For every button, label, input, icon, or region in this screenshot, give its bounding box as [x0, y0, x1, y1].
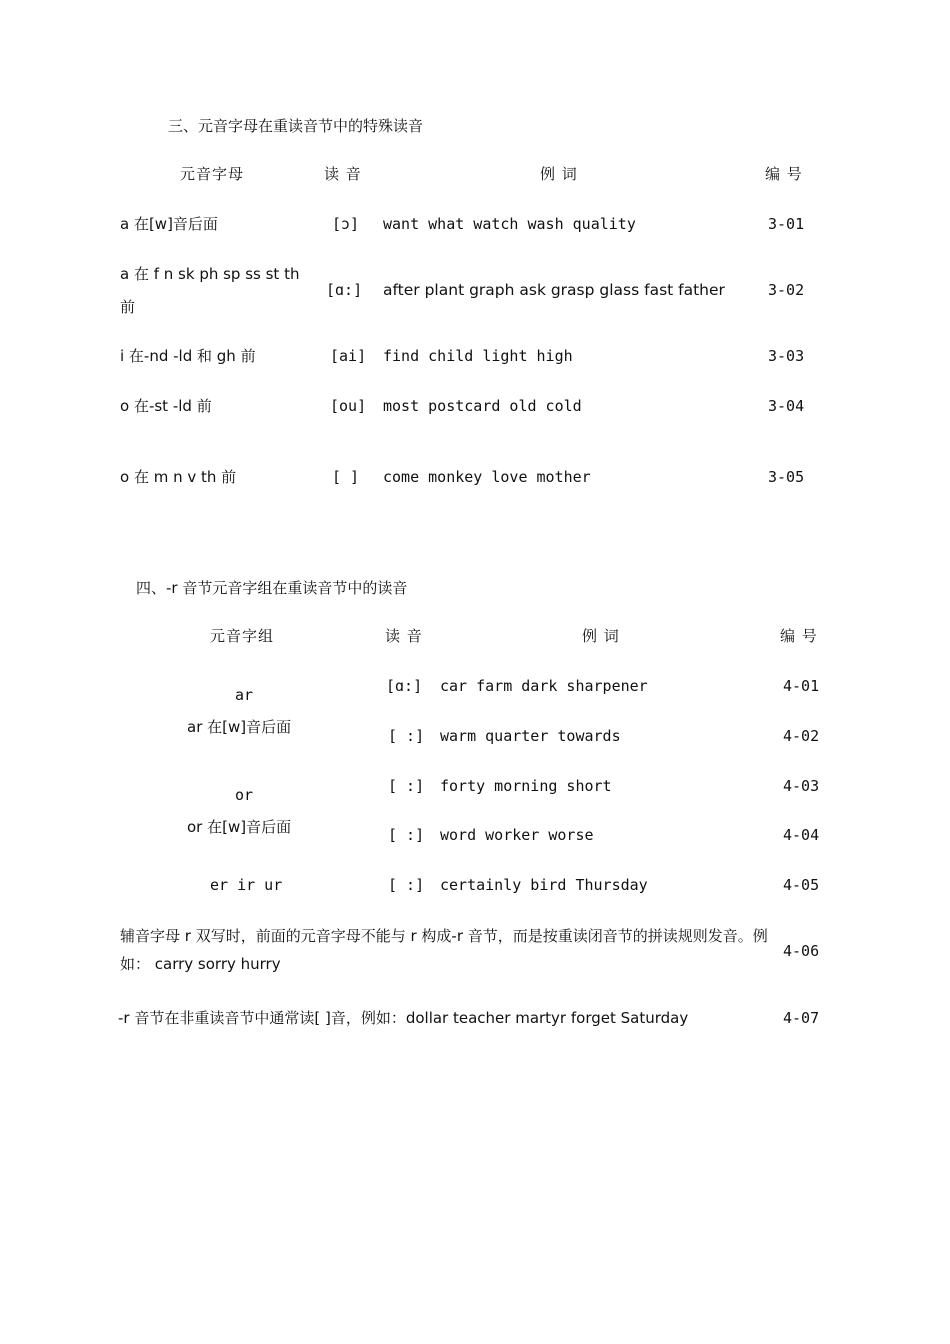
- sound-4-05: [ :]: [388, 876, 425, 894]
- code-4-02: 4-02: [783, 727, 820, 745]
- examples-4-02: warm quarter towards: [440, 727, 621, 745]
- sound-3-01: [ɔ]: [332, 215, 360, 233]
- group-er-ir-ur: er ir ur: [210, 876, 283, 894]
- section3-header-sound: 读 音: [324, 165, 362, 183]
- examples-4-04: word worker worse: [440, 826, 594, 844]
- group-or-w: or 在[w]音后面: [187, 818, 292, 836]
- examples-3-01: want what watch wash quality: [383, 215, 636, 233]
- section3-header-code: 编 号: [765, 165, 803, 183]
- section3-header-examples: 例 词: [540, 165, 578, 183]
- section3-header-letter: 元音字母: [180, 165, 245, 183]
- section3-title: 三、元音字母在重读音节中的特殊读音: [168, 117, 424, 135]
- rule-3-05: o 在 m n v th 前: [120, 468, 237, 486]
- sound-3-03: [ai]: [330, 347, 367, 365]
- code-4-01: 4-01: [783, 677, 820, 695]
- code-4-03: 4-03: [783, 777, 820, 795]
- examples-3-02: after plant graph ask grasp glass fast father: [383, 281, 725, 299]
- sound-4-02: [ :]: [388, 727, 425, 745]
- examples-4-05: certainly bird Thursday: [440, 876, 648, 894]
- sound-3-02: [ɑ:]: [326, 281, 363, 299]
- examples-4-01: car farm dark sharpener: [440, 677, 648, 695]
- section4-title: 四、-r 音节元音字组在重读音节中的读音: [136, 579, 408, 597]
- group-ar: ar: [235, 686, 254, 704]
- code-4-06: 4-06: [783, 942, 820, 960]
- section4-header-sound: 读 音: [385, 627, 423, 645]
- rule-3-02-line1: a 在 f n sk ph sp ss st th: [120, 265, 300, 283]
- sound-4-01: [ɑ:]: [386, 677, 423, 695]
- examples-4-03: forty morning short: [440, 777, 612, 795]
- sound-4-03: [ :]: [388, 777, 425, 795]
- group-or: or: [235, 786, 254, 804]
- sound-4-04: [ :]: [388, 826, 425, 844]
- sound-3-05: [ ]: [332, 468, 360, 486]
- code-3-05: 3-05: [768, 468, 805, 486]
- section4-header-group: 元音字组: [210, 627, 275, 645]
- rule-3-04: o 在-st -ld 前: [120, 397, 212, 415]
- rule-3-03: i 在-nd -ld 和 gh 前: [120, 347, 256, 365]
- code-3-04: 3-04: [768, 397, 805, 415]
- examples-3-04: most postcard old cold: [383, 397, 582, 415]
- rule-3-01: a 在[w]音后面: [120, 215, 218, 233]
- rule-3-02-line2: 前: [120, 298, 136, 316]
- code-4-04: 4-04: [783, 826, 820, 844]
- examples-3-05: come monkey love mother: [383, 468, 591, 486]
- examples-3-03: find child light high: [383, 347, 573, 365]
- sound-3-04: [ou]: [330, 397, 367, 415]
- group-ar-w: ar 在[w]音后面: [187, 718, 292, 736]
- section4-header-examples: 例 词: [582, 627, 620, 645]
- code-3-01: 3-01: [768, 215, 805, 233]
- code-3-03: 3-03: [768, 347, 805, 365]
- code-4-05: 4-05: [783, 876, 820, 894]
- code-3-02: 3-02: [768, 281, 805, 299]
- section4-header-code: 编 号: [780, 627, 818, 645]
- note-4-07: -r 音节在非重读音节中通常读[ ]音，例如：dollar teacher martyr forget Saturday: [118, 1009, 689, 1027]
- code-4-07: 4-07: [783, 1009, 820, 1027]
- note-4-06: 辅音字母 r 双写时，前面的元音字母不能与 r 构成-r 音节，而是按重读闭音节的拼读规则发音。例如： carry sorry hurry: [120, 927, 768, 973]
